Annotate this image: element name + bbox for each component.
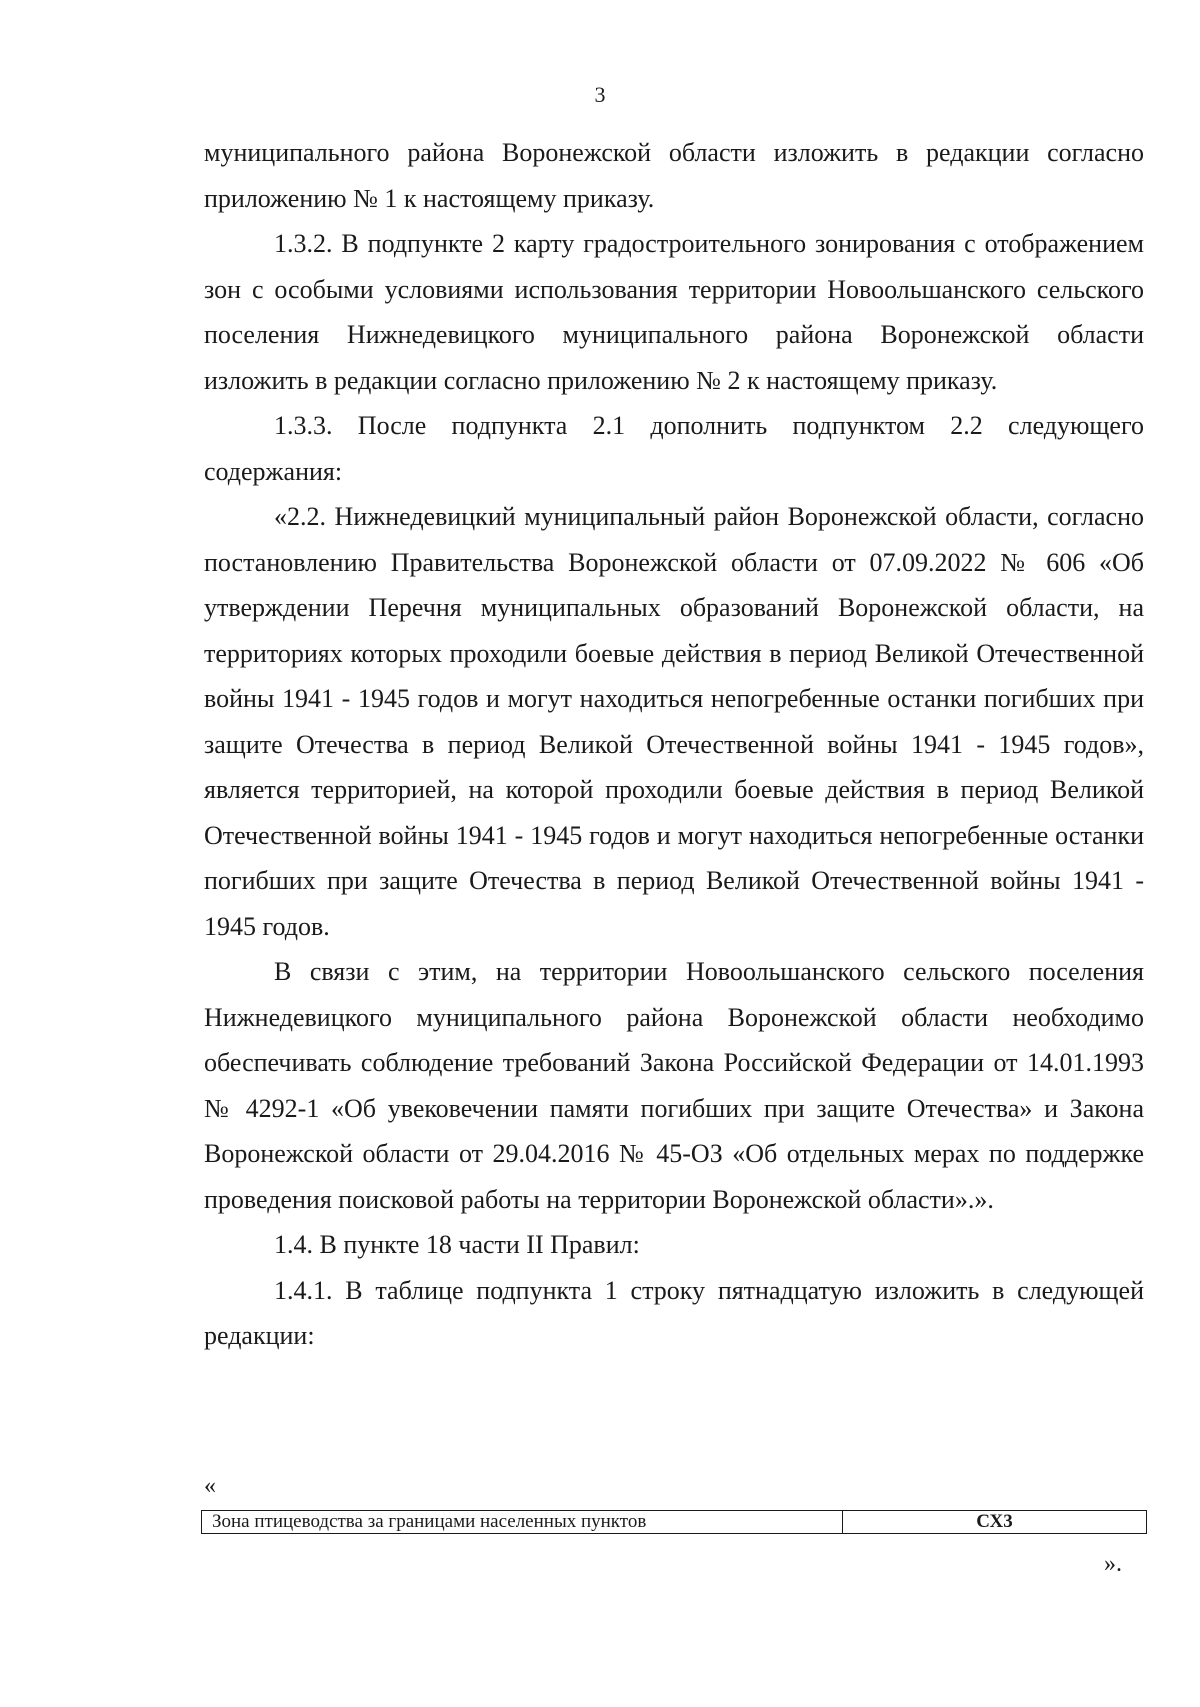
document-body [204, 130, 1144, 1359]
paragraph-1-3-2: 1.3.2. В подпункте 2 карту градостроительного зонирования с отображением зон с особыми условиями использования территории Новоольшанского сельского поселения Нижнедевицкого муниципального района Воронежской области изложить в редакции согласно приложению № 2 к настоящему приказу. [204, 229, 1144, 395]
zone-code-cell: СХ3 [843, 1511, 1147, 1534]
table-open-quote: « [204, 1473, 216, 1499]
zone-table [201, 1510, 1147, 1534]
table-close-quote: ». [1104, 1551, 1122, 1577]
paragraph-2-2-quote: «2.2. Нижнедевицкий муниципальный район Воронежской области, согласно постановлению Правительства Воронежской области от 07.09.2022 № 606 «Об утверждении Перечня муниципальных образований Воронежской области, на территориях которых проходили боевые действия в период Великой Отечественной войны 1941 - 1945 годов и могут находиться непогребенные останки погибших при защите Отечества в период Великой Отечественной войны 1941 - 1945 годов», является территорией, на которой проходили боевые действия в период Великой Отечественной войны 1941 - 1945 годов и могут находиться непогребенные останки погибших при защите Отечества в период Великой Отечественной войны 1941 - 1945 годов. [204, 502, 1144, 941]
paragraph-1-3-3: 1.3.3. После подпункта 2.1 дополнить подпунктом 2.2 следующего содержания: [204, 411, 1144, 486]
zone-name-cell: Зона птицеводства за границами населенных пунктов [202, 1511, 843, 1534]
paragraph-1-4: 1.4. В пункте 18 части II Правил: [274, 1230, 640, 1259]
paragraph-in-connection: В связи с этим, на территории Новоольшанского сельского поселения Нижнедевицкого муниципального района Воронежской области необходимо обеспечивать соблюдение требований Закона Российской Федерации от 14.01.1993 № 4292-1 «Об увековечении памяти погибших при защите Отечества» и Закона Воронежской области от 29.04.2016 № 45-ОЗ «Об отдельных мерах по поддержке проведения поисковой работы на территории Воронежской области».». [204, 957, 1144, 1214]
page-number: 3 [594, 82, 606, 107]
paragraph-1-4-1: 1.4.1. В таблице подпункта 1 строку пятнадцатую изложить в следующей редакции: [204, 1275, 1144, 1350]
table-row [202, 1511, 1147, 1534]
paragraph-continuation: муниципального района Воронежской области изложить в редакции согласно приложению № 1 к настоящему приказу. [204, 138, 1144, 213]
